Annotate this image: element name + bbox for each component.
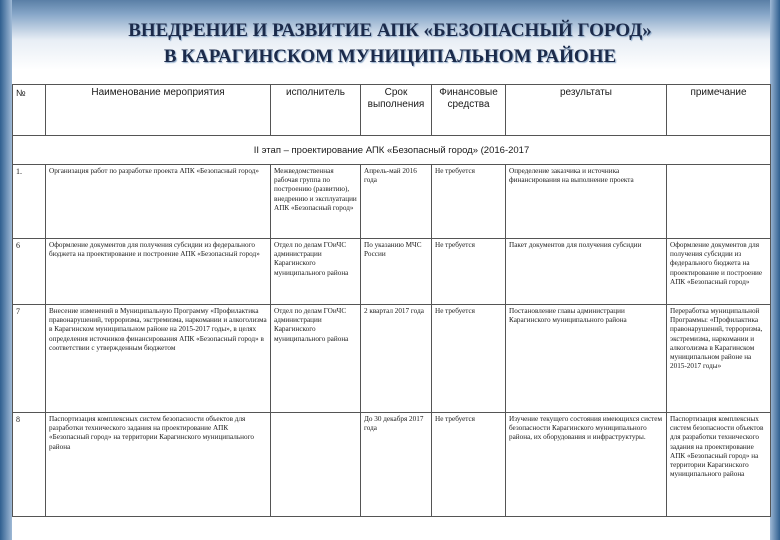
measures-table — [12, 84, 771, 517]
table-row — [13, 413, 771, 517]
cell-executor: Отдел по делам ГОиЧС администрации Карагинского муниципального района — [271, 239, 361, 305]
cell-deadline: До 30 декабря 2017 года — [361, 413, 432, 517]
cell-note: Оформление документов для получения субсидии из федерального бюджета на проектирование и построение АПК «Безопасный город» — [667, 239, 771, 305]
slide-frame-left — [0, 0, 12, 540]
cell-funds: Не требуется — [432, 413, 506, 517]
header-funds: Финансовые средства — [432, 85, 506, 136]
cell-executor: Межведомственная рабочая группа по построению (развитию), внедрению и эксплуатации АПК «Безопасный город» — [271, 165, 361, 239]
cell-num: 6 — [13, 239, 46, 305]
cell-note: Паспортизация комплексных систем безопасности объектов для разработки технического задания на проектирование АПК «Безопасный город» на территории Карагинского муниципального района — [667, 413, 771, 517]
title-line-1: ВНЕДРЕНИЕ И РАЗВИТИЕ АПК «БЕЗОПАСНЫЙ ГОРОД» — [128, 20, 652, 41]
stage-row — [13, 136, 771, 165]
header-note: примечание — [667, 85, 771, 136]
slide-frame-right — [770, 0, 780, 540]
cell-note — [667, 165, 771, 239]
cell-results: Определение заказчика и источника финансирования на выполнение проекта — [506, 165, 667, 239]
table-row — [13, 165, 771, 239]
cell-deadline: 2 квартал 2017 года — [361, 305, 432, 413]
title-line-2: В КАРАГИНСКОМ МУНИЦИПАЛЬНОМ РАЙОНЕ — [163, 46, 617, 67]
cell-name: Внесение изменений в Муниципальную Программу «Профилактика правонарушений, терроризма, экстремизма, наркомании и алкоголизма в Карагинском муниципальном районе на 2015-2017 годы», в целях определения источников финансирования АПК «Безопасный город» в соответствии с утвержденным бюджетом — [46, 305, 271, 413]
cell-results: Изучение текущего состояния имеющихся систем безопасности Карагинского муниципального района, их оборудования и инфраструктуры. — [506, 413, 667, 517]
cell-results: Постановление главы администрации Карагинского муниципального района — [506, 305, 667, 413]
cell-num: 8 — [13, 413, 46, 517]
header-results: результаты — [506, 85, 667, 136]
cell-executor — [271, 413, 361, 517]
header-name: Наименование мероприятия — [46, 85, 271, 136]
cell-executor: Отдел по делам ГОиЧС администрации Карагинского муниципального района — [271, 305, 361, 413]
cell-num: 1. — [13, 165, 46, 239]
cell-funds: Не требуется — [432, 305, 506, 413]
table-row — [13, 239, 771, 305]
cell-note: Переработка муниципальной Программы: «Профилактика правонарушений, терроризма, экстремизма, наркомании и алкоголизма в Карагинском муниципальном районе на 2015-2017 годы» — [667, 305, 771, 413]
header-deadline: Срок выполнения — [361, 85, 432, 136]
slide-title — [40, 18, 740, 70]
cell-funds: Не требуется — [432, 239, 506, 305]
cell-funds: Не требуется — [432, 165, 506, 239]
cell-name: Оформление документов для получения субсидии из федерального бюджета на проектирование и построение АПК «Безопасный город» — [46, 239, 271, 305]
cell-results: Пакет документов для получения субсидии — [506, 239, 667, 305]
stage-label: II этап – проектирование АПК «Безопасный город» (2016-2017 — [13, 136, 771, 165]
cell-num: 7 — [13, 305, 46, 413]
header-num: № — [13, 85, 46, 136]
table-row — [13, 305, 771, 413]
table-header-row — [13, 85, 771, 136]
cell-name: Организация работ по разработке проекта АПК «Безопасный город» — [46, 165, 271, 239]
cell-deadline: Апрель-май 2016 года — [361, 165, 432, 239]
header-executor: исполнитель — [271, 85, 361, 136]
cell-deadline: По указанию МЧС России — [361, 239, 432, 305]
cell-name: Паспортизация комплексных систем безопасности объектов для разработки технического задания на проектирование АПК «Безопасный город» на территории Карагинского муниципального района — [46, 413, 271, 517]
